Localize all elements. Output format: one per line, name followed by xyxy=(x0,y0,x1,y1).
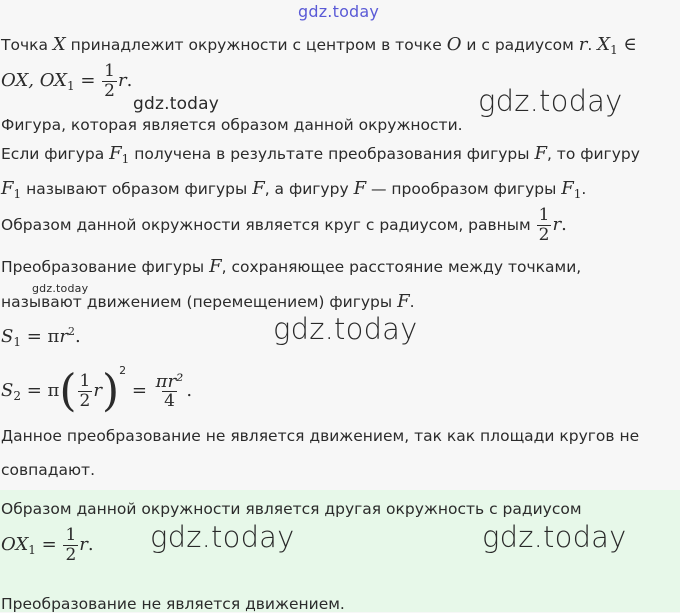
text-line-6: Образом данной окружности является круг с радиусом, равным $\frac{1}{2}$ r. xyxy=(1,205,567,245)
text-line-10: $S_2 = \pi$( $\frac{1}{2}$ r)$^2$ = $\frac{\text{πr²}}{4}$ . xyxy=(1,364,193,417)
text-line-15: Преобразование не является движением. xyxy=(1,595,345,613)
text-line-3: Фигура, которая является образом данной окружности. xyxy=(1,116,463,134)
text-line-14: $OX_1$ = $\frac{1}{2}$ r. xyxy=(1,525,94,565)
text-line-1: Точка X принадлежит окружности с центром в точке O и с радиусом r. $X_1$ ∈ xyxy=(1,34,637,57)
text-line-9: $S_1 = \pi r^2$. xyxy=(1,325,81,349)
watermark-top: gdz.today xyxy=(298,2,380,21)
watermark-2: gdz.today xyxy=(133,94,220,114)
text-line-13: Образом данной окружности является другая окружность с радиусом xyxy=(1,500,582,518)
watermark-3: gdz.today xyxy=(478,84,623,118)
text-line-5: $F_1$ называют образом фигуры F, а фигуру F — прообразом фигуры $F_1$. xyxy=(1,178,587,201)
watermark-7: gdz.today xyxy=(482,520,627,554)
watermark-5: gdz.today xyxy=(273,312,418,346)
text-line-8: называют движением (перемещением) фигуры F. xyxy=(1,291,415,312)
text-line-11: Данное преобразование не является движением, так как площади кругов не xyxy=(1,427,640,445)
fraction-half: $\frac{1}{2}$ xyxy=(104,61,115,101)
fraction-half: $\frac{1}{2}$ xyxy=(79,371,91,411)
fraction-half: $\frac{1}{2}$ xyxy=(538,205,550,245)
text-line-4: Если фигура $F_1$ получена в результате преобразования фигуры F, то фигуру xyxy=(1,143,640,166)
fraction-half: $\frac{1}{2}$ xyxy=(65,525,77,565)
text-line-7: Преобразование фигуры F, сохраняющее расстояние между точками, xyxy=(1,256,582,277)
text-line-2: OX, $OX_1$ = $\frac{1}{2}$ r. xyxy=(1,61,133,101)
text-line-12: совпадают. xyxy=(1,461,95,479)
watermark-4: gdz.today xyxy=(32,282,89,295)
watermark-6: gdz.today xyxy=(150,520,295,554)
fraction-pi-r-squared-over-4: $\frac{\text{πr²}}{4}$ xyxy=(155,371,184,411)
